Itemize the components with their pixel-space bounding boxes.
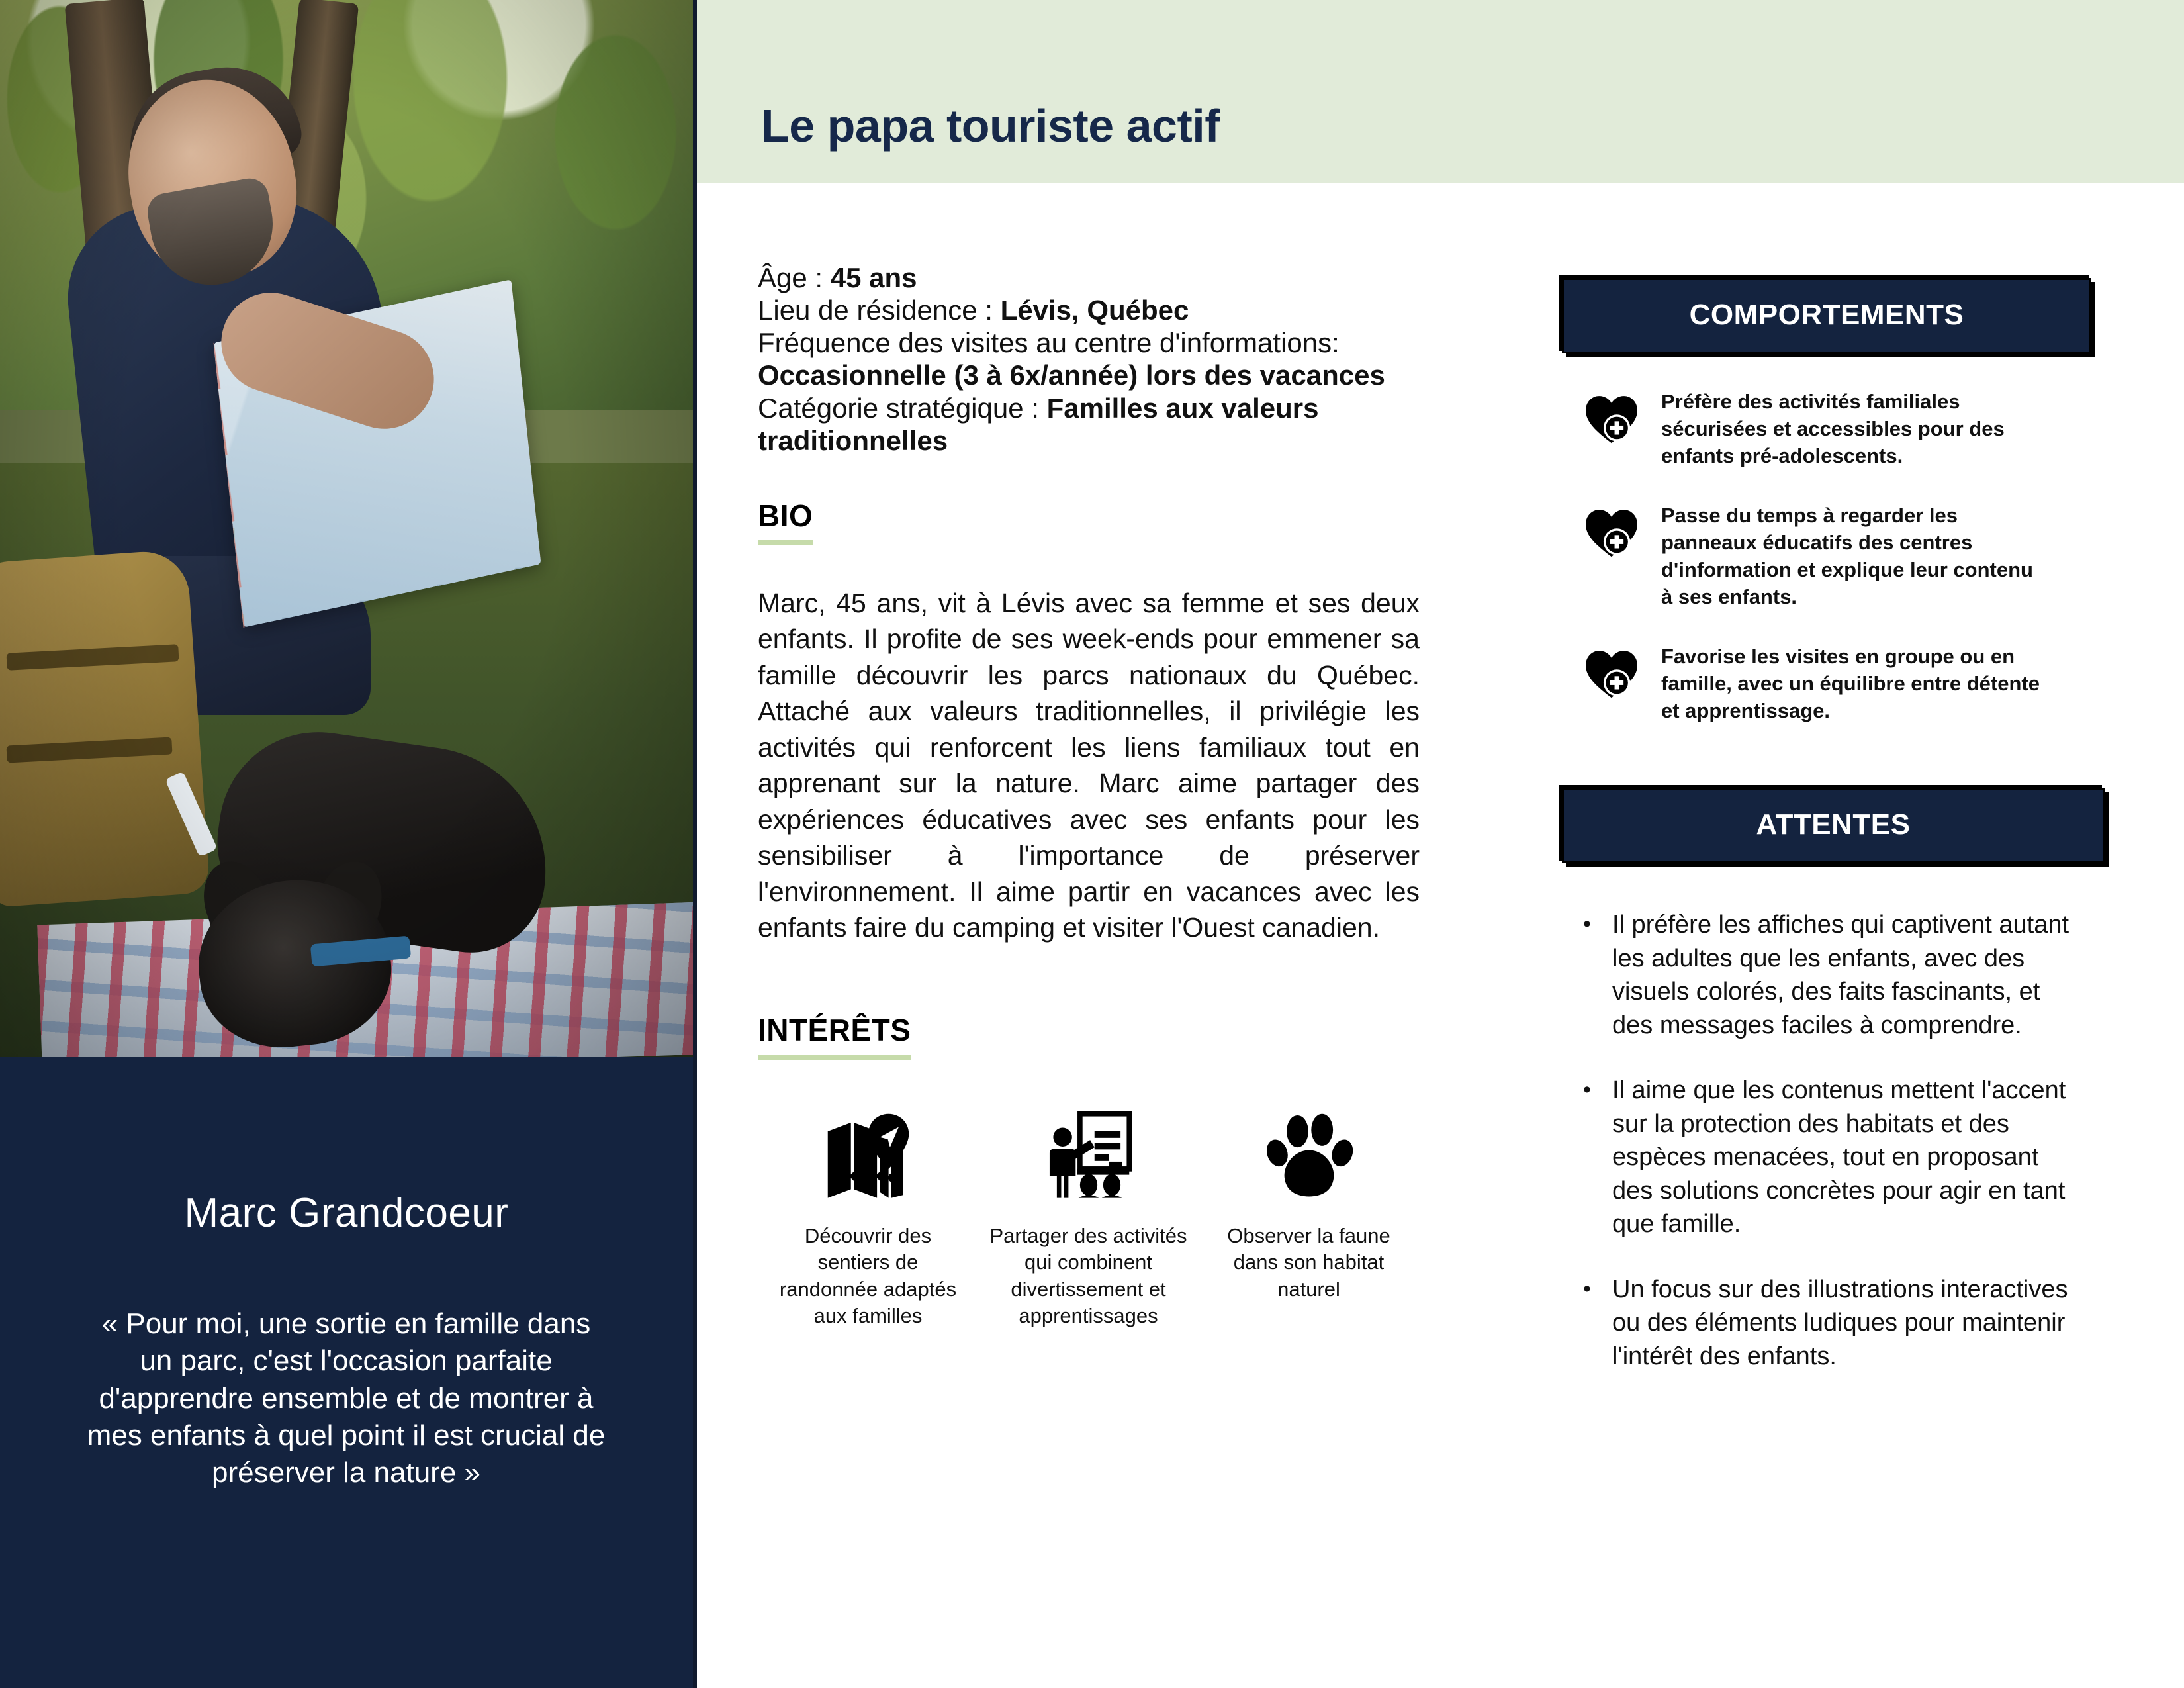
heart-plus-icon (1562, 643, 1661, 702)
demographic-row-residence (758, 294, 1420, 326)
bullet-marker: • (1583, 1276, 1591, 1301)
comportements-heading: COMPORTEMENTS (1562, 278, 2091, 353)
demographic-value: Familles aux valeurs traditionnelles (758, 392, 1319, 456)
demographic-value: Lévis, Québec (1000, 295, 1189, 326)
interest-caption: Partager des activités qui combinent divertissement et apprentissages (989, 1223, 1187, 1327)
demographic-row-frequency-label (758, 326, 1420, 359)
bullet-marker: • (1583, 912, 1591, 937)
attentes-list (1562, 908, 2105, 1373)
identity-panel (0, 1057, 693, 1688)
interest-caption: Découvrir des sentiers de randonnée adaptés aux familles (779, 1223, 957, 1327)
interest-caption: Observer la faune dans son habitat naturel (1227, 1223, 1390, 1301)
demographic-row-age (758, 261, 1420, 294)
behaviour-item (1562, 502, 2091, 611)
interest-item (978, 1105, 1199, 1329)
left-column (0, 0, 697, 1688)
comportements-list (1562, 388, 2091, 724)
demographic-value: 45 ans (830, 262, 917, 293)
interests-heading: INTÉRÊTS (758, 1012, 911, 1060)
paw-print-icon (1263, 1105, 1355, 1204)
heart-plus-icon (1562, 502, 1661, 561)
demographic-label: Âge : (758, 262, 823, 293)
interest-item (758, 1105, 978, 1329)
bio-heading: BIO (758, 498, 813, 545)
comportements-section (1562, 278, 2091, 756)
behaviour-text: Favorise les visites en groupe ou en famille, avec un équilibre entre détente et apprentissage. (1661, 644, 2040, 722)
demographic-label: Fréquence des visites au centre d'informations: (758, 327, 1340, 359)
expectation-text: Un focus sur des illustrations interactives ou des éléments ludiques pour maintenir l'intérêt des enfants. (1612, 1275, 2068, 1370)
demographic-value: Occasionnelle (3 à 6x/année) lors des vacances (758, 359, 1385, 391)
expectation-text: Il préfère les affiches qui captivent autant les adultes que les enfants, avec des visuels colorés, des faits fascinants, et des messages faciles à comprendre. (1612, 911, 2070, 1039)
demographic-row-category (758, 392, 1420, 457)
behaviour-text: Passe du temps à regarder les panneaux éducatifs des centres d'information et explique leur contenu à ses enfants. (1661, 503, 2033, 609)
folded-map-pin-icon (822, 1105, 915, 1204)
photo-vignette (0, 0, 693, 1057)
persona-photo (0, 0, 693, 1057)
behaviour-text: Préfère des activités familiales sécurisées et accessibles pour des enfants pré-adolescents. (1661, 390, 2005, 468)
expectation-item (1562, 1074, 2105, 1241)
bullet-marker: • (1583, 1077, 1591, 1103)
persona-quote: « Pour moi, une sortie en famille dans un parc, c'est l'occasion parfaite d'apprendre ensemble et de montrer à mes enfants à quel point il est crucial de préserver la nature » (87, 1307, 606, 1489)
bio-heading-wrapper (758, 498, 1420, 545)
persona-name: Marc Grandcoeur (184, 1190, 509, 1236)
presentation-board-icon (1042, 1105, 1135, 1204)
expectation-item (1562, 908, 2105, 1042)
demographic-label: Lieu de résidence : (758, 295, 993, 326)
middle-column (758, 261, 1420, 1329)
demographic-label: Catégorie stratégique : (758, 392, 1039, 424)
expectation-text: Il aime que les contenus mettent l'accent sur la protection des habitats et des espèces menacées, tout en proposant des solutions concrètes pour agir en tant que famille. (1612, 1076, 2066, 1239)
bio-text: Marc, 45 ans, vit à Lévis avec sa femme et ses deux enfants. Il profite de ses week-ends pour emmener sa famille découvrir les parcs nationaux du Québec. Attaché aux valeurs traditionnelles, il privilégie les activités qui renforcent les liens familiaux tout en apprenant sur la nature. Marc aime partager des expériences éducatives avec ses enfants pour les sensibiliser à l'importance de préserver l'environnement. Il aime partir en vacances avec les enfants faire du camping et visiter l'Ouest canadien. (758, 587, 1420, 943)
interest-item (1199, 1105, 1419, 1329)
demographics-block (758, 261, 1420, 457)
interests-heading-wrapper (758, 1012, 1420, 1060)
interests-list (758, 1105, 1420, 1329)
behaviour-item (1562, 388, 2091, 470)
attentes-heading: ATTENTES (1562, 788, 2105, 863)
page-title: Le papa touriste actif (761, 100, 1220, 152)
expectation-item (1562, 1273, 2105, 1374)
behaviour-item (1562, 643, 2091, 725)
demographic-row-frequency-value (758, 359, 1420, 391)
header-band (697, 0, 2184, 183)
attentes-section (1562, 788, 2105, 1405)
heart-plus-icon (1562, 388, 1661, 447)
